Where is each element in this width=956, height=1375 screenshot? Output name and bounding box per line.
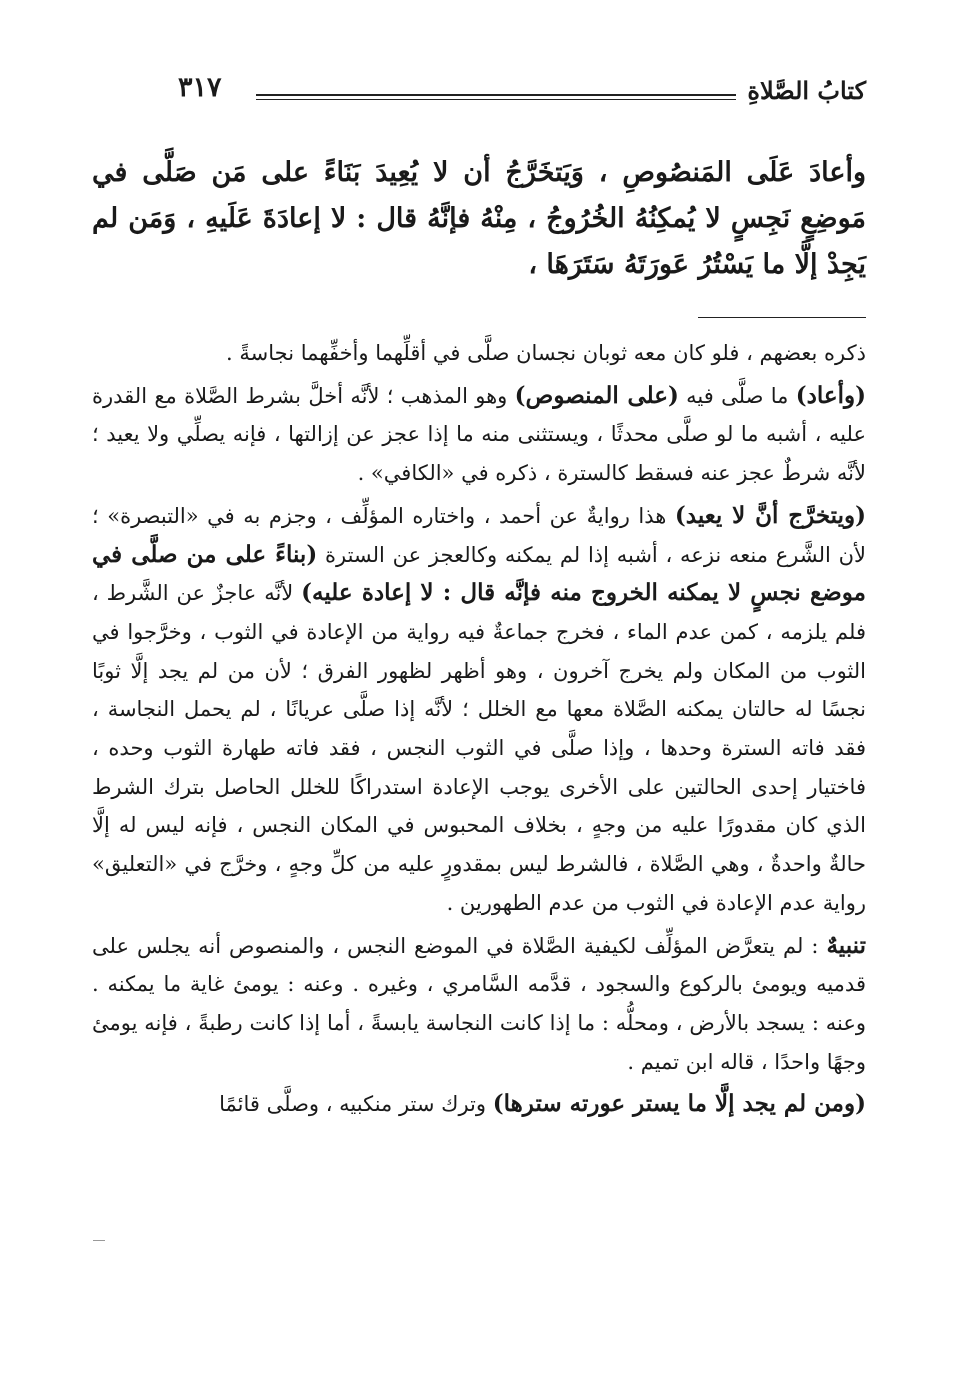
main-text: وأعادَ عَلَى المَنصُوصِ ، وَيَتخَرَّجُ أن لا يُعِيدَ بَنَاءً على مَن صَلَّى في مَوضِعٍ نَجِسٍ لا يُمكِنُهُ الخُرُوجُ ، مِنْهُ فإنَّهُ قال : لا إعادَةَ عَلَيهِ ، وَمَن لم يَجِدْ إلَّا ما يَسْتُرُ عَورَتَهُ سَتَرَهَا ، — [92, 157, 866, 280]
page-number: ٣١٧ — [178, 72, 222, 103]
commentary — [92, 334, 866, 1128]
commentary-paragraph — [92, 334, 866, 373]
commentary-text: لأنَّه عاجزٌ عن الشَّرط ، فلم يلزمه ، كمن عدم الماء ، فخرج جماعةٌ فيه رواية من الإعادة في الثوب ، وخرَّجوا في الثوب من المكان ولم يخرج آخرون ، وهو أظهر لظهور الفرق ؛ لأن من لم يجد إلَّا ثوبًا نجسًا له حالتان يمكنه الصَّلاة معها مع الخلل ؛ لأنَّه إذا صلَّى عريانًا ، لم يحمل النجاسة ، فقد فاته السترة وحدها ، وإذا صلَّى في الثوب النجس ، فقد فاته طهارة الثوب وحده ، فاختيار إحدى الحالتين على الأخرى يوجب الإعادة استدراكًا للخلل الحاصل بترك الشرط الذي كان مقدورًا عليه من وجهٍ ، بخلاف المحبوس في المكان النجس ، فإنه ليس له إلَّا حالةٌ واحدةٌ ، وهي الصَّلاة ، فالشرط ليس بمقدورٍ عليه من كلِّ وجهٍ ، وخرَّج في «التعليق» رواية عدم الإعادة في الثوب من عدم الطهورين . — [92, 581, 866, 915]
quoted-matn: (ومن لم يجد إلَّا ما يستر عورته سترها) — [492, 1090, 866, 1118]
commentary-paragraph — [92, 1085, 866, 1124]
commentary-text: وترك ستر منكبيه ، وصلَّى قائمًا — [219, 1092, 493, 1117]
quoted-matn: (وأعاد) — [795, 381, 866, 409]
margin-mark — [93, 1240, 105, 1241]
book-title: كتابُ الصَّلاةِ — [747, 76, 866, 105]
commentary-text: : لم يتعرَّض المؤلِّف لكيفية الصَّلاة في الموضع النجس ، والمنصوص أنه يجلس على قدميه ويومئ بالركوع والسجود ، قدَّمه السَّامري ، وغيره . وعنه : يومئ غاية ما يمكنه . وعنه : يسجد بالأرض ، ومحلُّه : ما إذا كانت النجاسة يابسةً ، أما إذا كانت رطبةً ، فإنه يومئ وجهًا واحدًا ، قاله ابن تميم . — [92, 933, 866, 1074]
quoted-matn: (ويتخرَّج أنَّ لا يعيد) — [674, 501, 866, 529]
quoted-matn: تنبيهٌ — [826, 931, 866, 959]
commentary-text: وهو المذهب ؛ لأنَّه أخلَّ بشرط الصَّلاة مع القدرة عليه ، أشبه ما لو صلَّى محدثًا ، ويستثنى منه ما إذا عجز عن إزالتها ، فإنه يصلِّي ولا يعيد ؛ لأنَّه شرطٌ عجز عنه فسقط كالسترة ، ذكره في «الكافي» . — [92, 383, 866, 486]
quoted-matn: (بناءً على من صلَّى في موضع نجسٍ لا يمكنه الخروج منه فإنَّه قال : لا إعادة عليه) — [92, 540, 866, 607]
quoted-matn: (على المنصوص) — [514, 381, 679, 409]
header-rule — [256, 94, 736, 100]
footnote-divider — [698, 317, 866, 318]
commentary-paragraph — [92, 927, 866, 1082]
commentary-text: ما صلَّى فيه — [678, 383, 796, 408]
running-header — [178, 72, 866, 112]
commentary-paragraph — [92, 377, 866, 493]
commentary-text: هذا روايةٌ عن أحمد ، واختاره المؤلِّف ، وجزم به في «التبصرة» ؛ لأن الشَّرع منعه نزعه ، أشبه إذا لم يمكنه وكالعجز عن السترة — [92, 503, 866, 567]
commentary-text: ذكره بعضهم ، فلو كان معه ثوبان نجسان صلَّى في أقلِّهما وأخفِّهما نجاسةً . — [226, 341, 866, 365]
commentary-paragraph — [92, 497, 866, 923]
